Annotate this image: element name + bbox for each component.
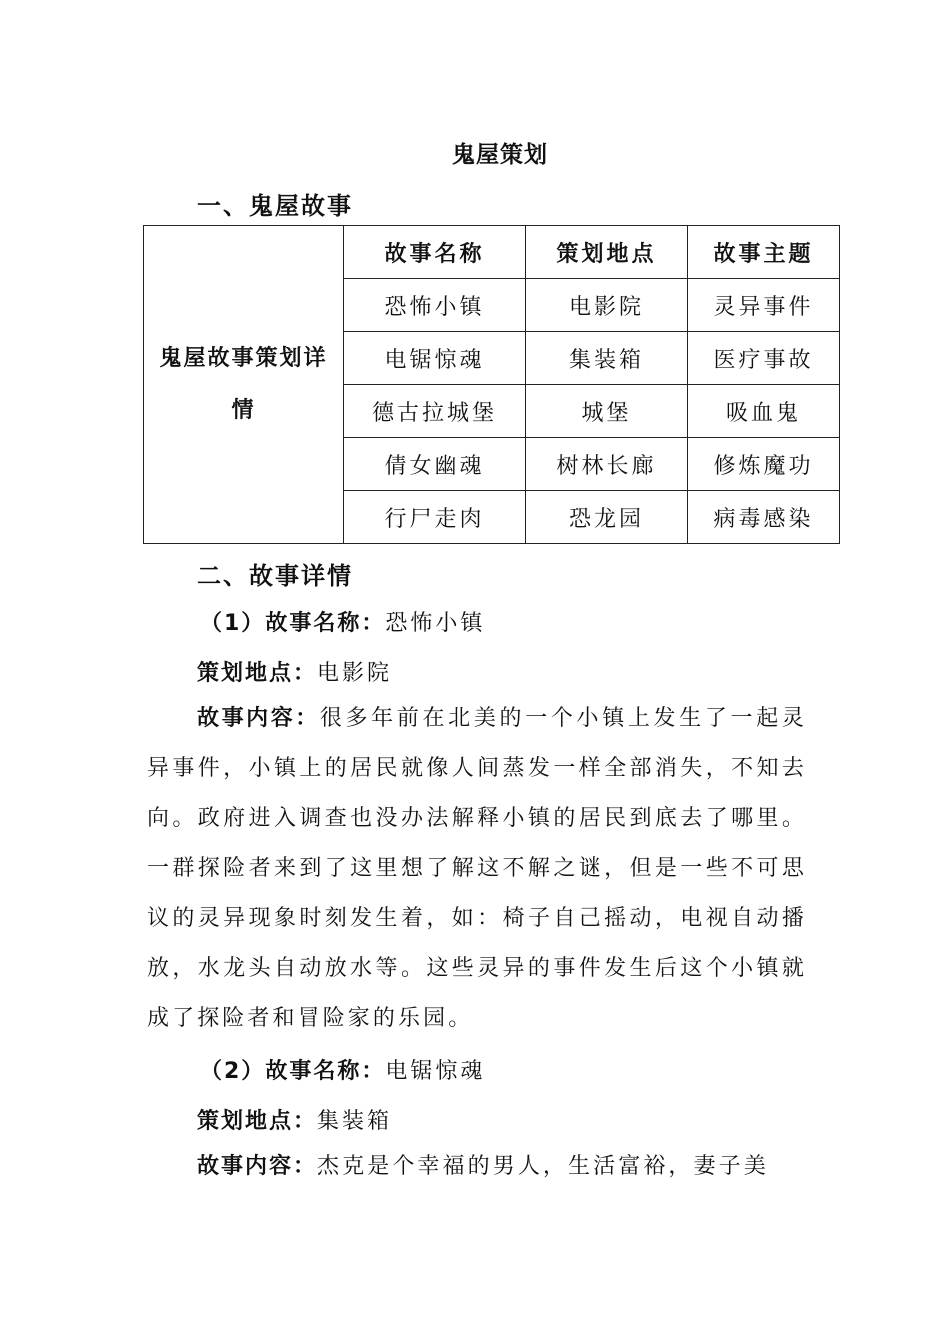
cell-theme: 吸血鬼 (688, 385, 840, 438)
cell-theme: 医疗事故 (688, 332, 840, 385)
cell-theme: 灵异事件 (688, 279, 840, 332)
story-1-name: 恐怖小镇 (385, 611, 486, 636)
section-heading-stories: 一、鬼屋故事 (197, 192, 353, 220)
header-theme: 故事主题 (688, 226, 840, 279)
table-row-header: 鬼屋故事策划详情 (144, 226, 344, 544)
story-2-content-label: 故事内容： (197, 1154, 318, 1179)
story-2-place-line (197, 1104, 392, 1135)
cell-story-name: 德古拉城堡 (344, 385, 526, 438)
cell-location: 城堡 (526, 385, 688, 438)
story-1-place-line (197, 656, 392, 687)
document-title: 鬼屋策划 (452, 142, 548, 168)
cell-theme: 修炼魔功 (688, 438, 840, 491)
story-1-place-label: 策划地点： (197, 661, 318, 686)
header-story-name: 故事名称 (344, 226, 526, 279)
story-2-number: （2） (200, 1059, 266, 1084)
story-1-content-text: 很多年前在北美的一个小镇上发生了一起灵异事件，小镇上的居民就像人间蒸发一样全部消失，不知去向。政府进入调查也没办法解释小镇的居民到底去了哪里。一群探险者来到了这里想了解这不解之谜，但是一些不可思议的灵异现象时刻发生着，如：椅子自己摇动，电视自动播放，水龙头自动放水等。这些灵异的事件发生后这个小镇就成了探险者和冒险家的乐园。 (147, 706, 807, 1031)
story-1-content-label: 故事内容： (197, 706, 320, 731)
story-1-name-label: 故事名称： (265, 611, 386, 636)
story-2-content (147, 1142, 807, 1192)
story-table (143, 225, 840, 544)
header-location: 策划地点 (526, 226, 688, 279)
story-2-name: 电锯惊魂 (385, 1059, 486, 1084)
cell-theme: 病毒感染 (688, 491, 840, 544)
story-2-name-line (200, 1054, 485, 1085)
cell-story-name: 倩女幽魂 (344, 438, 526, 491)
cell-location: 集装箱 (526, 332, 688, 385)
cell-location: 树林长廊 (526, 438, 688, 491)
cell-location: 恐龙园 (526, 491, 688, 544)
cell-story-name: 恐怖小镇 (344, 279, 526, 332)
table-header-row (144, 226, 840, 279)
cell-story-name: 行尸走肉 (344, 491, 526, 544)
cell-story-name: 电锯惊魂 (344, 332, 526, 385)
story-1-name-line (200, 606, 485, 637)
story-1-content (147, 694, 807, 1044)
story-1-place: 电影院 (317, 661, 393, 686)
story-2-place-label: 策划地点： (197, 1109, 318, 1134)
section-heading-details: 二、故事详情 (197, 562, 353, 590)
story-2-content-text: 杰克是个幸福的男人，生活富裕，妻子美 (317, 1154, 769, 1179)
story-2-name-label: 故事名称： (265, 1059, 386, 1084)
story-2-place: 集装箱 (317, 1109, 393, 1134)
story-1-number: （1） (200, 611, 266, 636)
cell-location: 电影院 (526, 279, 688, 332)
